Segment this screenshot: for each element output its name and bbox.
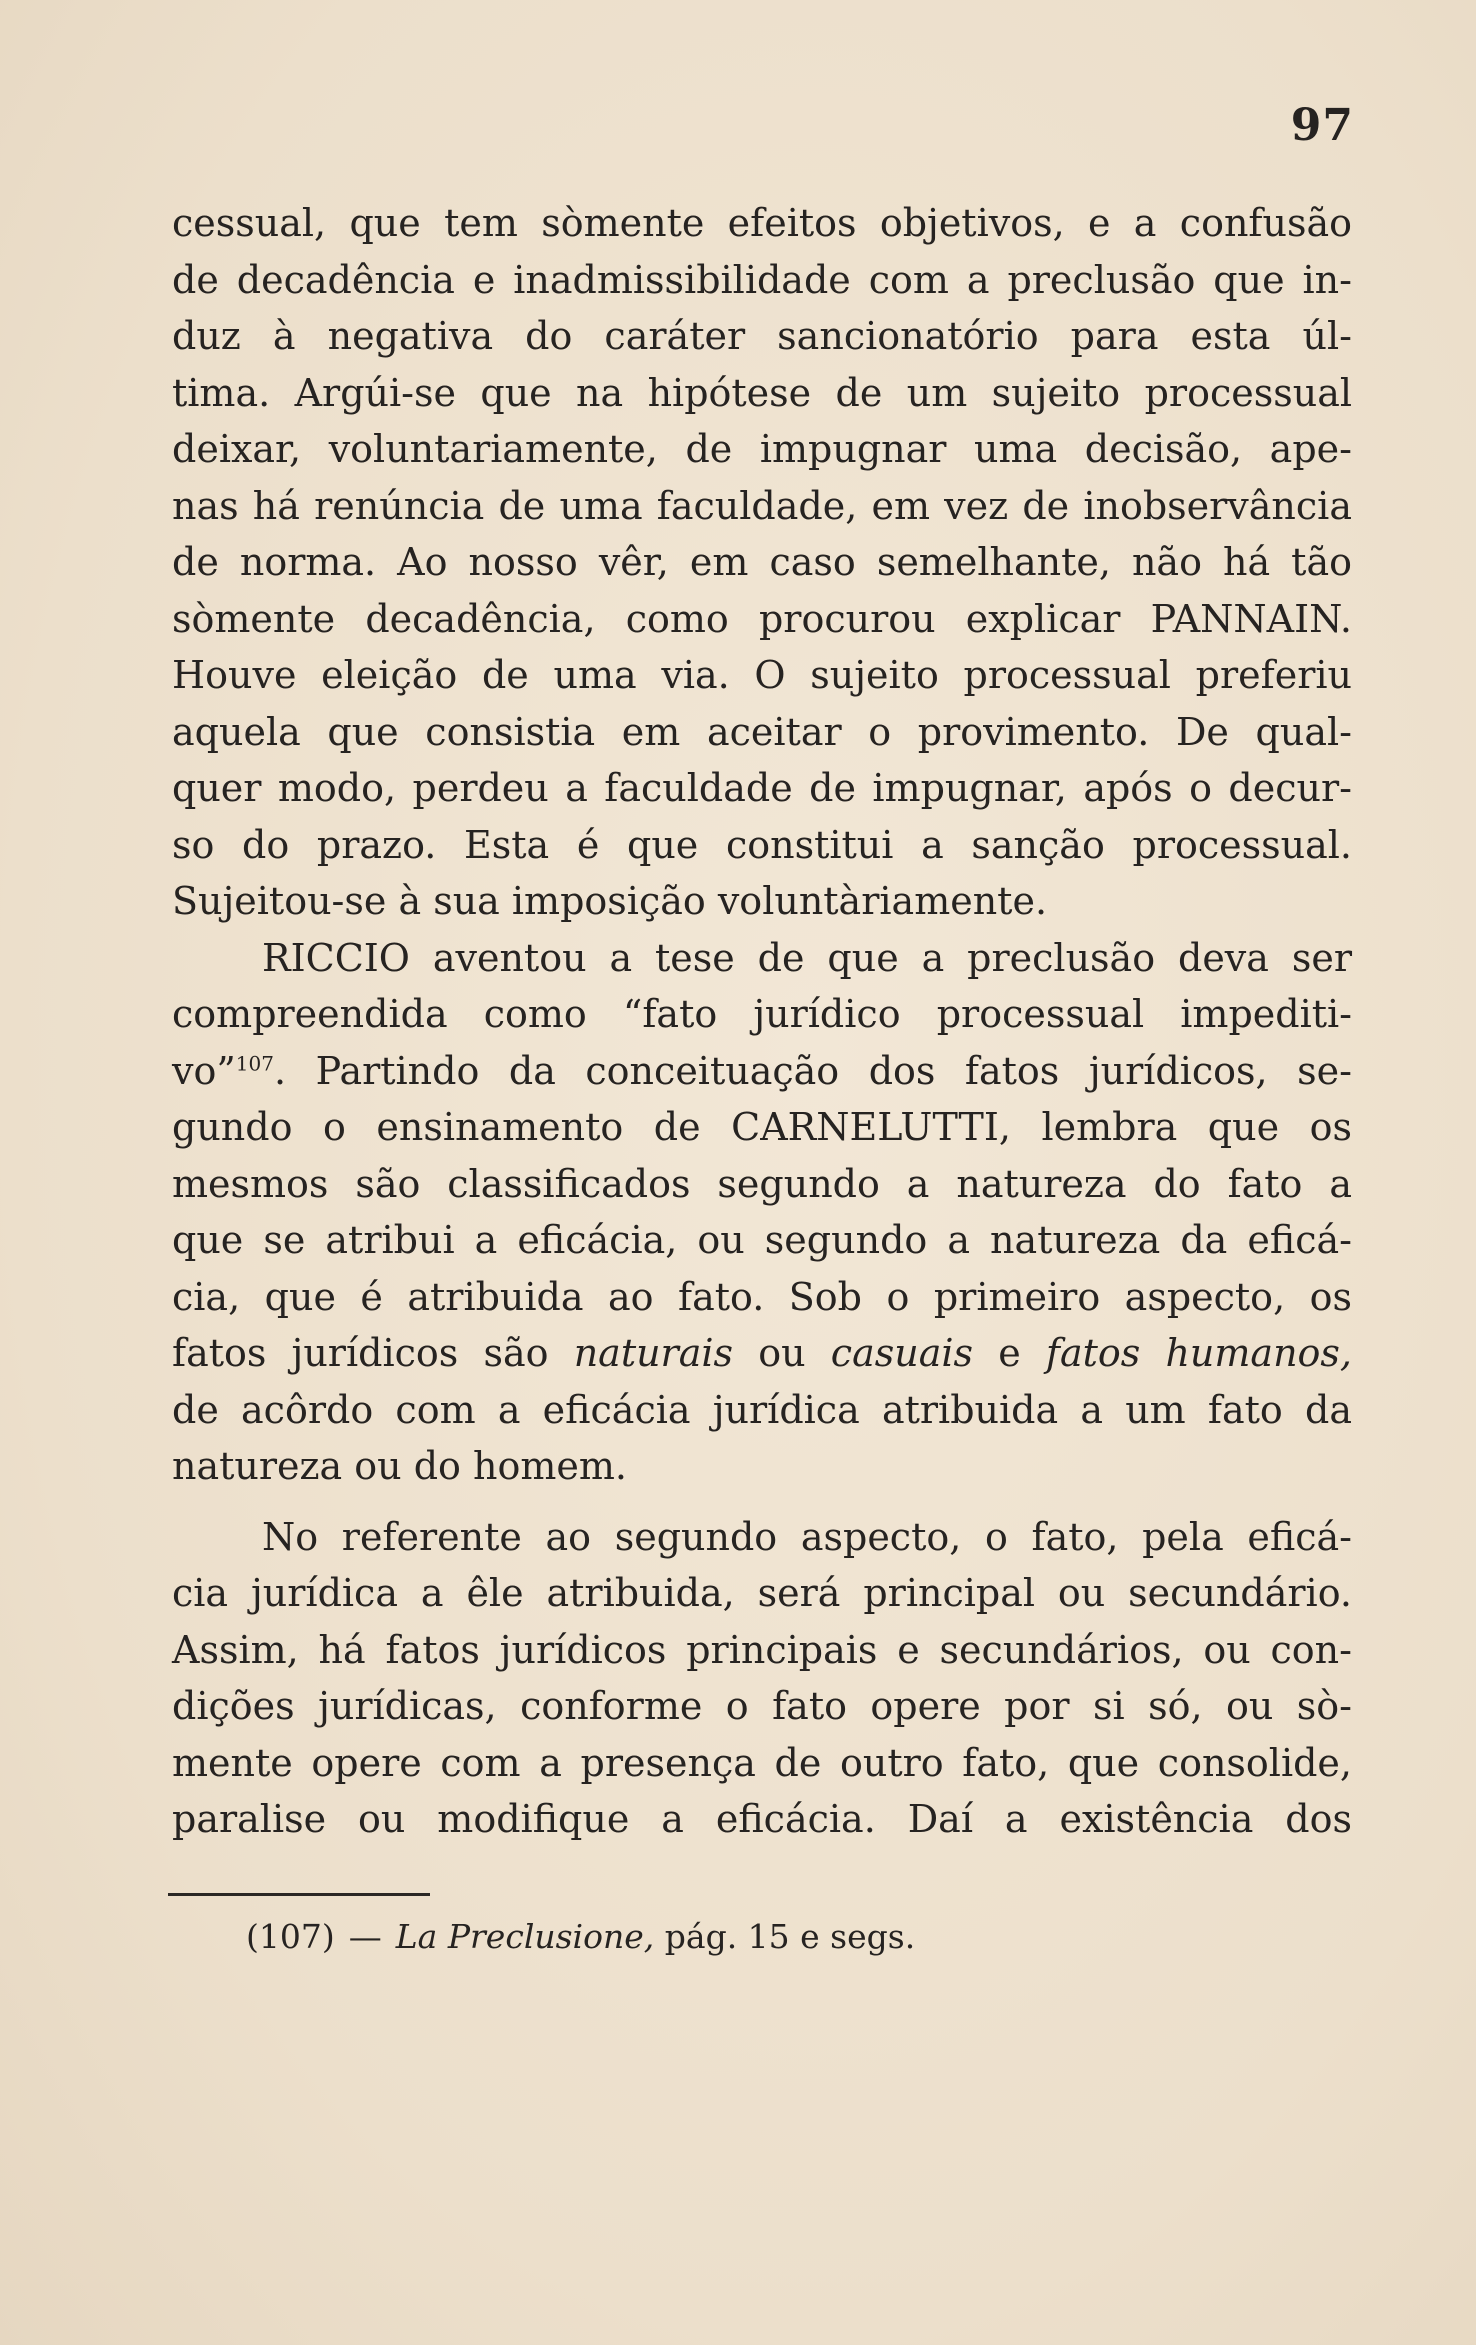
text-line: nas há renúncia de uma faculdade, em vez de inobservância [172,483,1352,528]
text-line: tima. Argúi-se que na hipótese de um sujeito processual [172,370,1352,415]
text-line: que se atribui a eficácia, ou segundo a natureza da eficá- [172,1218,1352,1262]
text-line: natureza ou do homem. [172,1444,627,1488]
paragraph-gap [172,1495,1352,1509]
text-fragment: vo” [172,1048,236,1093]
body-text [172,195,1352,1848]
text-line: cessual, que tem sòmente efeitos objetivos, e a confusão [172,201,1352,245]
text-fragment: . Partindo da conceituação dos fatos jurídicos, se- [273,1048,1352,1093]
text-line: paralise ou modifique a eficácia. Daí a existência dos [172,1797,1352,1841]
text-line: de norma. Ao nosso vêr, em caso semelhante, não há tão [172,540,1352,584]
text-line: dições jurídicas, conforme o fato opere por si só, ou sò- [172,1684,1352,1728]
page-number: 97 [1290,100,1354,151]
footnote-title: La Preclusione, [395,1917,655,1956]
text-line: cia, que é atribuida ao fato. Sob o primeiro aspecto, os [172,1274,1352,1319]
footnote-reference: 107 [235,1050,274,1075]
text-line: gundo o ensinamento de CARNELUTTI, lembra que os [172,1105,1352,1149]
text-line-with-footnote-ref [172,1043,1352,1100]
italic-term: fatos humanos, [1045,1331,1353,1375]
text-line: duz à negativa do caráter sancionatório para esta úl- [172,314,1352,358]
text-line: quer modo, perdeu a faculdade de impugnar, após o decur- [172,766,1352,810]
text-line: Sujeitou-se à sua imposição voluntàriamente. [172,879,1048,923]
italic-term: casuais [830,1331,974,1375]
text-line: sòmente decadência, como procurou explicar PANNAIN. [172,596,1352,641]
footnote-number: (107) [246,1917,335,1956]
text-fragment: fatos jurídicos são [172,1331,574,1375]
text-line: Houve eleição de uma via. O sujeito processual preferiu [172,653,1352,697]
text-line: No referente ao segundo aspecto, o fato, pela eficá- [262,1514,1352,1559]
text-fragment: ou [733,1331,831,1375]
italic-term: naturais [573,1331,734,1375]
text-line: mente opere com a presença de outro fato, que consolide, [172,1740,1352,1785]
text-line-with-italics [172,1325,1352,1382]
footnote-dash: — [348,1917,382,1956]
text-line: de acôrdo com a eficácia jurídica atribuida a um fato da [172,1387,1352,1432]
text-line: de decadência e inadmissibilidade com a preclusão que in- [172,257,1352,302]
text-line: compreendida como “fato jurídico processual impediti- [172,992,1352,1036]
footnote [246,1915,915,1959]
text-line: cia jurídica a êle atribuida, será principal ou secundário. [172,1571,1352,1615]
footnote-pages: pág. 15 e segs. [664,1917,916,1956]
footnote-divider [168,1893,430,1896]
text-fragment: e [973,1331,1046,1375]
text-line: RICCIO aventou a tese de que a preclusão deva ser [262,935,1352,980]
text-line: aquela que consistia em aceitar o provimento. De qual- [172,709,1352,754]
paragraph-1 [172,195,1352,930]
paragraph-3 [172,1509,1352,1848]
text-line: deixar, voluntariamente, de impugnar uma decisão, ape- [172,427,1352,471]
paragraph-2 [172,930,1352,1495]
text-line: mesmos são classificados segundo a natureza do fato a [172,1161,1352,1206]
text-line: so do prazo. Esta é que constitui a sanção processual. [172,822,1352,867]
text-line: Assim, há fatos jurídicos principais e secundários, ou con- [172,1627,1352,1672]
